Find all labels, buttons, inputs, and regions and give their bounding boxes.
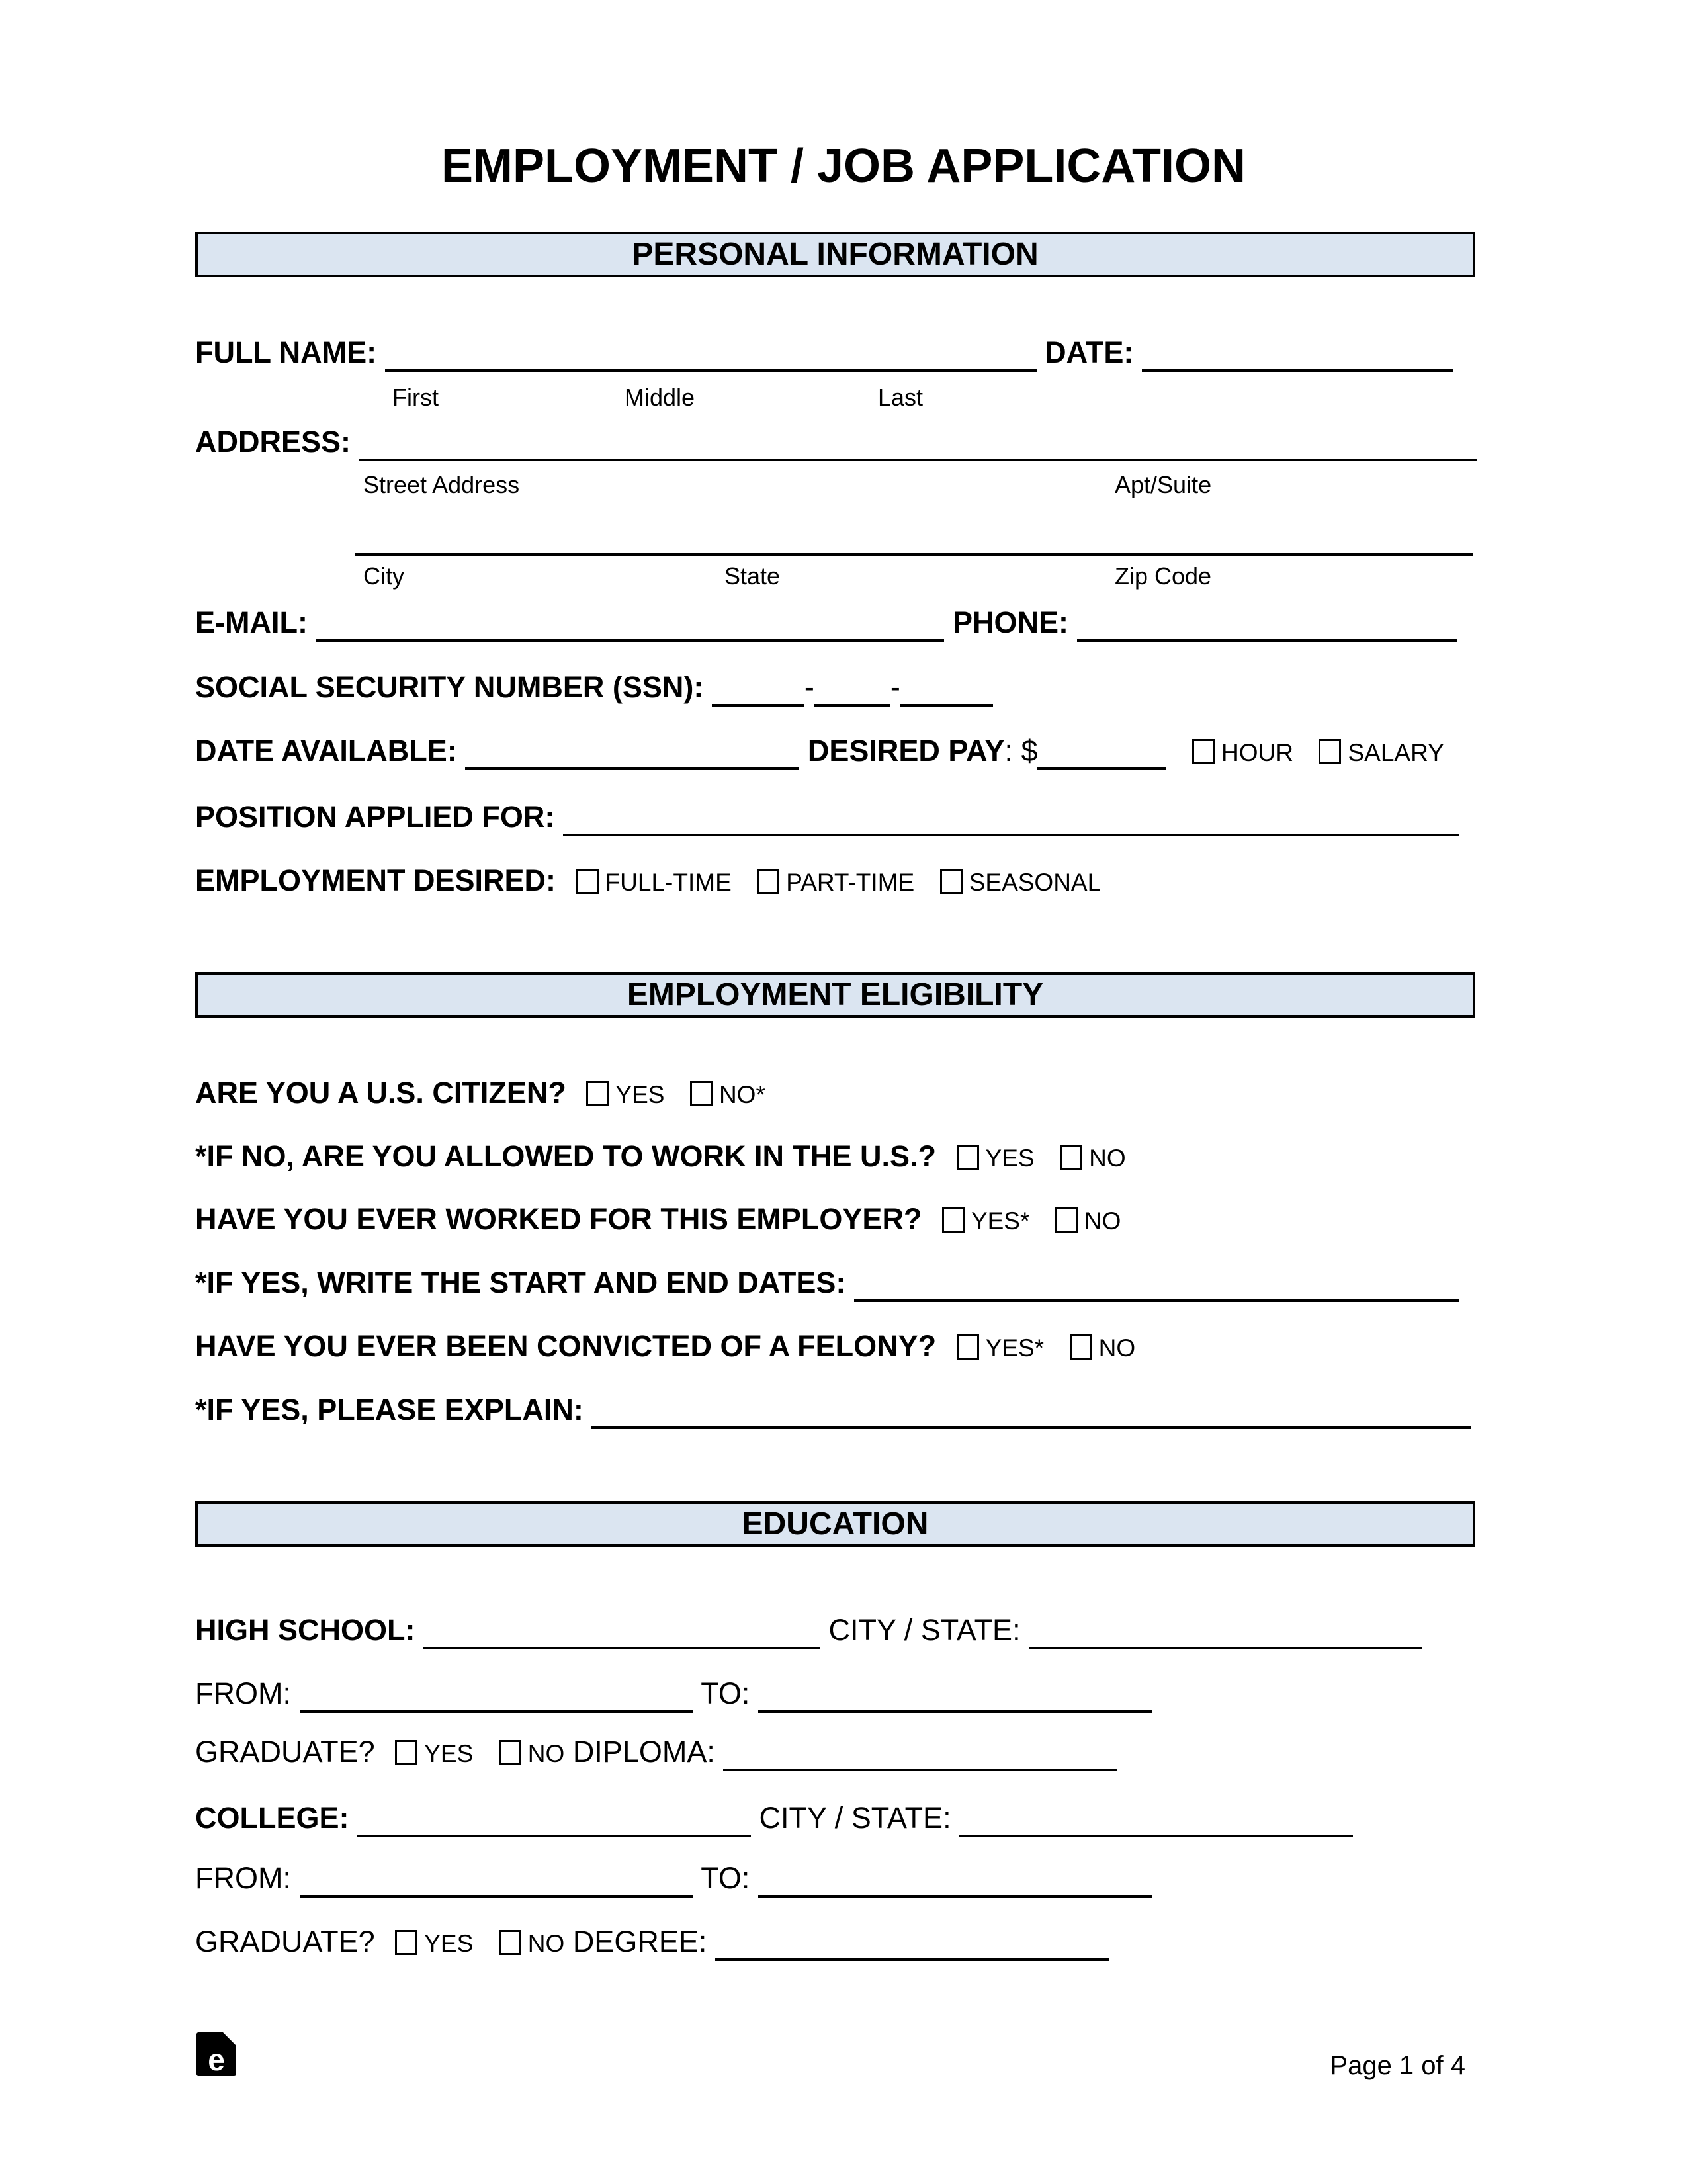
- start-end-dates-label: *IF YES, WRITE THE START AND END DATES:: [195, 1266, 846, 1299]
- hs-from-label: FROM:: [195, 1677, 291, 1710]
- city-state-zip-field[interactable]: [355, 553, 1473, 556]
- felony-explain-label: *IF YES, PLEASE EXPLAIN:: [195, 1393, 584, 1426]
- section-header-education: EDUCATION: [195, 1501, 1475, 1547]
- position-applied-label: POSITION APPLIED FOR:: [195, 800, 555, 834]
- desired-pay-label: DESIRED PAY: [807, 734, 1005, 767]
- checkbox-part-time[interactable]: [757, 869, 779, 894]
- worked-for-employer-question-label: HAVE YOU EVER WORKED FOR THIS EMPLOYER?: [195, 1202, 922, 1236]
- checkbox-citizen-yes[interactable]: [586, 1081, 609, 1106]
- college-row: [195, 1801, 1353, 1837]
- college-graduate-row: [195, 1925, 1109, 1961]
- felony-question-row: [195, 1329, 1135, 1366]
- college-graduate-label: GRADUATE?: [195, 1925, 375, 1958]
- middle-sublabel: Middle: [625, 384, 695, 411]
- checkbox-felony-no[interactable]: [1070, 1334, 1092, 1360]
- date-available-row: [195, 734, 1444, 770]
- ssn-separator-2: -: [890, 670, 900, 704]
- checkbox-seasonal[interactable]: [940, 869, 963, 894]
- date-available-label: DATE AVAILABLE:: [195, 734, 457, 767]
- part-time-option-label: PART-TIME: [786, 869, 915, 896]
- section-header-personal-information: PERSONAL INFORMATION: [195, 232, 1475, 277]
- allowed-to-work-question-label: *IF NO, ARE YOU ALLOWED TO WORK IN THE U.S.?: [195, 1139, 937, 1173]
- high-school-row: [195, 1613, 1422, 1649]
- allowed-to-work-question-row: [195, 1139, 1126, 1176]
- phone-label: PHONE:: [953, 605, 1069, 639]
- ssn-label: SOCIAL SECURITY NUMBER (SSN):: [195, 670, 704, 704]
- city-sublabel: City: [363, 562, 404, 590]
- citizen-no-label: NO*: [718, 1081, 765, 1108]
- diploma-label: DIPLOMA:: [572, 1735, 715, 1769]
- date-available-field[interactable]: [465, 741, 799, 770]
- eforms-logo: [196, 2032, 236, 2076]
- checkbox-hour[interactable]: [1192, 739, 1215, 764]
- checkbox-felony-yes[interactable]: [957, 1334, 979, 1360]
- degree-label: DEGREE:: [572, 1925, 707, 1958]
- college-from-to-row: [195, 1861, 1152, 1898]
- position-row: [195, 800, 1459, 836]
- checkbox-full-time[interactable]: [576, 869, 599, 894]
- college-city-state-label: CITY / STATE:: [759, 1801, 951, 1835]
- page-number: Page 1 of 4: [1330, 2051, 1465, 2080]
- state-sublabel: State: [724, 562, 781, 590]
- last-sublabel: Last: [878, 384, 924, 411]
- hs-graduate-no-label: NO: [527, 1740, 565, 1767]
- start-end-dates-field[interactable]: [854, 1273, 1459, 1302]
- start-end-dates-row: [195, 1266, 1459, 1302]
- seasonal-option-label: SEASONAL: [969, 869, 1102, 896]
- degree-field[interactable]: [715, 1932, 1109, 1961]
- checkbox-college-graduate-no[interactable]: [499, 1930, 521, 1955]
- street-address-field[interactable]: [359, 432, 1477, 461]
- date-field[interactable]: [1142, 343, 1453, 372]
- checkbox-allowed-yes[interactable]: [957, 1145, 979, 1170]
- desired-pay-field[interactable]: [1037, 741, 1166, 770]
- high-school-from-to-row: [195, 1677, 1152, 1713]
- hs-from-field[interactable]: [300, 1684, 693, 1713]
- checkbox-college-graduate-yes[interactable]: [395, 1930, 417, 1955]
- college-field[interactable]: [357, 1808, 751, 1837]
- college-from-field[interactable]: [300, 1868, 693, 1898]
- employment-desired-label: EMPLOYMENT DESIRED:: [195, 863, 556, 897]
- date-label: DATE:: [1045, 335, 1134, 369]
- employment-desired-row: [195, 863, 1101, 900]
- felony-yes-label: YES*: [985, 1334, 1045, 1362]
- logo-folded-corner-icon: [223, 2032, 236, 2046]
- worked-yes-label: YES*: [971, 1207, 1030, 1235]
- citizen-question-row: [195, 1076, 765, 1112]
- full-name-row: [195, 335, 1453, 372]
- phone-field[interactable]: [1077, 613, 1457, 642]
- citizen-question-label: ARE YOU A U.S. CITIZEN?: [195, 1076, 566, 1110]
- college-label: COLLEGE:: [195, 1801, 349, 1835]
- email-phone-row: [195, 605, 1457, 642]
- ssn-field-3[interactable]: [900, 677, 993, 707]
- ssn-field-2[interactable]: [814, 677, 890, 707]
- checkbox-citizen-no[interactable]: [690, 1081, 713, 1106]
- high-school-field[interactable]: [423, 1620, 820, 1649]
- checkbox-hs-graduate-no[interactable]: [499, 1740, 521, 1765]
- hs-graduate-label: GRADUATE?: [195, 1735, 375, 1769]
- high-school-label: HIGH SCHOOL:: [195, 1613, 415, 1647]
- allowed-no-label: NO: [1089, 1145, 1126, 1172]
- citizen-yes-label: YES: [615, 1081, 665, 1108]
- hs-city-state-label: CITY / STATE:: [828, 1613, 1021, 1647]
- first-sublabel: First: [392, 384, 439, 411]
- hs-to-label: TO:: [701, 1677, 750, 1710]
- checkbox-salary[interactable]: [1319, 739, 1341, 764]
- street-address-sublabel: Street Address: [363, 471, 520, 498]
- email-field[interactable]: [316, 613, 944, 642]
- diploma-field[interactable]: [723, 1742, 1117, 1771]
- full-name-label: FULL NAME:: [195, 335, 377, 369]
- felony-explain-field[interactable]: [591, 1400, 1471, 1429]
- ssn-row: [195, 670, 993, 707]
- hs-graduate-yes-label: YES: [424, 1740, 474, 1767]
- section-header-employment-eligibility: EMPLOYMENT ELIGIBILITY: [195, 972, 1475, 1018]
- position-applied-field[interactable]: [563, 807, 1459, 836]
- full-time-option-label: FULL-TIME: [605, 869, 732, 896]
- checkbox-worked-no[interactable]: [1055, 1207, 1078, 1233]
- college-from-label: FROM:: [195, 1861, 291, 1895]
- ssn-field-1[interactable]: [712, 677, 804, 707]
- hs-city-state-field[interactable]: [1029, 1620, 1422, 1649]
- worked-for-employer-question-row: [195, 1202, 1121, 1239]
- checkbox-hs-graduate-yes[interactable]: [395, 1740, 417, 1765]
- college-to-field[interactable]: [758, 1868, 1152, 1898]
- logo-letter: e: [208, 2042, 225, 2077]
- college-city-state-field[interactable]: [959, 1808, 1353, 1837]
- address-label: ADDRESS:: [195, 425, 351, 459]
- desired-pay-dollar: : $: [1004, 734, 1038, 767]
- checkbox-worked-yes[interactable]: [942, 1207, 965, 1233]
- page-title: EMPLOYMENT / JOB APPLICATION: [441, 140, 1246, 193]
- worked-no-label: NO: [1084, 1207, 1121, 1235]
- hour-option-label: HOUR: [1221, 739, 1293, 766]
- college-to-label: TO:: [701, 1861, 750, 1895]
- allowed-yes-label: YES: [985, 1145, 1035, 1172]
- hs-to-field[interactable]: [758, 1684, 1152, 1713]
- felony-question-label: HAVE YOU EVER BEEN CONVICTED OF A FELONY?: [195, 1329, 937, 1363]
- felony-explain-row: [195, 1393, 1471, 1429]
- email-label: E-MAIL:: [195, 605, 308, 639]
- college-graduate-no-label: NO: [527, 1930, 565, 1957]
- salary-option-label: SALARY: [1348, 739, 1444, 766]
- apt-suite-sublabel: Apt/Suite: [1115, 471, 1212, 498]
- high-school-graduate-row: [195, 1735, 1117, 1771]
- zip-code-sublabel: Zip Code: [1115, 562, 1212, 590]
- full-name-field[interactable]: [385, 343, 1037, 372]
- checkbox-allowed-no[interactable]: [1060, 1145, 1082, 1170]
- address-row: [195, 425, 1477, 461]
- ssn-separator: -: [804, 670, 814, 704]
- felony-no-label: NO: [1098, 1334, 1136, 1362]
- college-graduate-yes-label: YES: [424, 1930, 474, 1957]
